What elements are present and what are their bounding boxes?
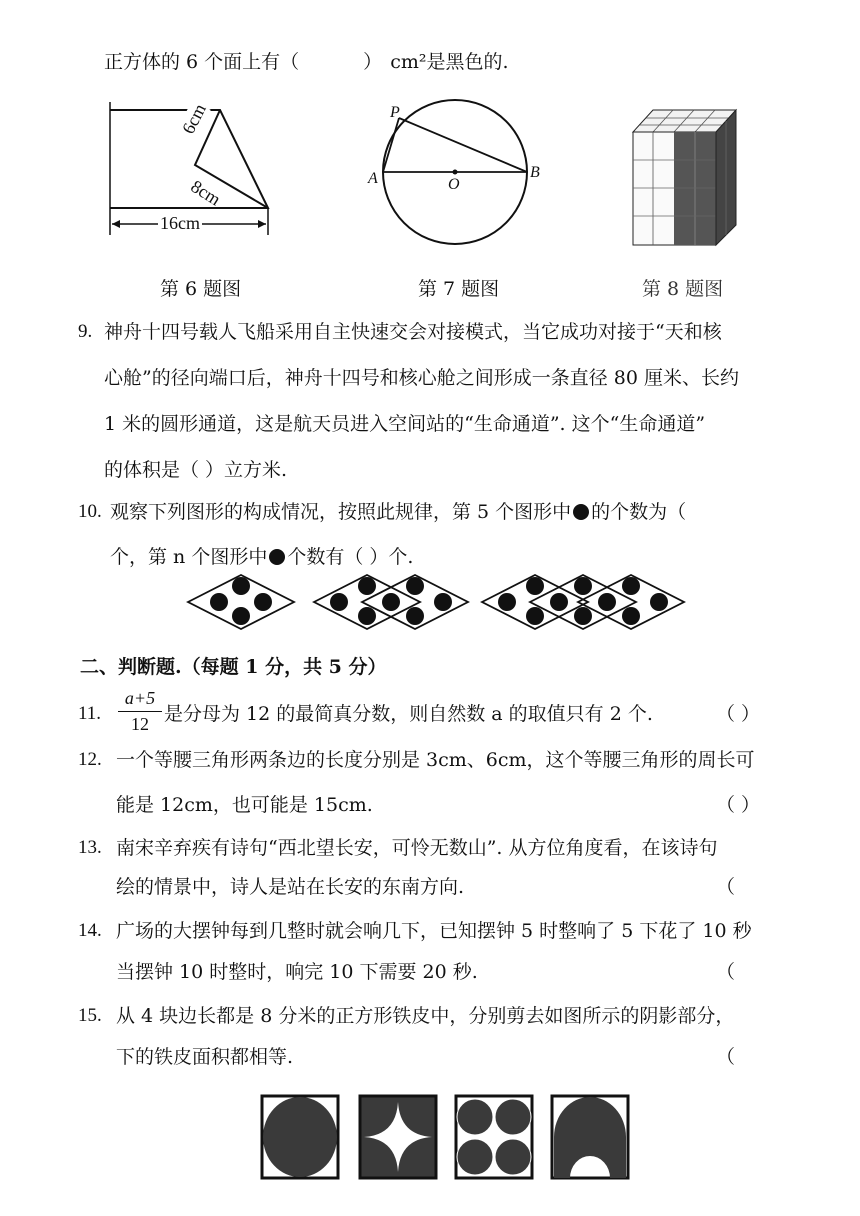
q10-line2b: 个数有（ ）个. [287, 546, 414, 568]
q11-frac-numerator: a+5 [124, 688, 156, 708]
fig7-label-b: B [530, 164, 540, 181]
q9-line2: 心舱”的径向端口后，神舟十四号和核心舱之间形成一条直径 80 厘米、长约 [104, 367, 739, 389]
q15-line2: 下的铁皮面积都相等. [116, 1046, 294, 1068]
q15-shape-2-star [358, 1094, 438, 1180]
q15-shape-4-arch [550, 1094, 630, 1180]
q9-number: 9. [78, 321, 93, 342]
fig7-caption: 第 7 题图 [418, 278, 500, 300]
q11-paren[interactable]: （ ） [716, 703, 761, 725]
figure-8-cube [628, 100, 748, 250]
q8-tail-text: 正方体的 6 个面上有（ [104, 51, 300, 73]
q11-text: 是分母为 12 的最简真分数，则自然数 a 的取值只有 2 个. [164, 703, 653, 725]
q10-pattern-figure-2 [312, 572, 472, 632]
fig8-caption: 第 8 题图 [642, 278, 724, 300]
q12-number: 12. [78, 749, 102, 770]
q8-paren-close: ） [363, 51, 383, 73]
q14-paren[interactable]: （ [716, 961, 736, 983]
q10-number: 10. [78, 501, 102, 522]
black-dot-icon [269, 549, 285, 565]
q15-paren[interactable]: （ [716, 1046, 736, 1068]
q14-line1: 广场的大摆钟每到几整时就会响几下，已知摆钟 5 时整响了 5 下花了 10 秒 [116, 920, 752, 942]
q9-line3: 1 米的圆形通道，这是航天员进入空间站的“生命通道”. 这个“生命通道” [104, 413, 706, 435]
fig6-label-6cm: 6cm [178, 100, 210, 138]
q13-number: 13. [78, 837, 102, 858]
q12-line2: 能是 12cm，也可能是 15cm. [116, 794, 373, 816]
q15-shape-1-circle [260, 1094, 340, 1180]
q10-pattern-figure-1 [186, 572, 296, 632]
fig7-label-p: P [390, 104, 400, 121]
q15-number: 15. [78, 1005, 102, 1026]
q11-fraction [118, 688, 162, 735]
q10-line1 [110, 500, 686, 524]
q14-number: 14. [78, 920, 102, 941]
q13-paren[interactable]: （ [716, 876, 736, 898]
fig7-label-o: O [448, 176, 460, 193]
q8-tail [104, 50, 509, 74]
q14-line2: 当摆钟 10 时整时，响完 10 下需要 20 秒. [116, 961, 478, 983]
fig6-label-8cm: 8cm [187, 176, 225, 210]
q12-line1: 一个等腰三角形两条边的长度分别是 3cm、6cm，这个等腰三角形的周长可 [116, 749, 755, 771]
q15-line1: 从 4 块边长都是 8 分米的正方形铁皮中，分别剪去如图所示的阴影部分， [116, 1005, 735, 1027]
q10-line1b: 的个数为（ [591, 501, 687, 523]
fig6-label-16cm: 16cm [160, 213, 200, 233]
fig6-caption: 第 6 题图 [160, 278, 242, 300]
q13-line1: 南宋辛弃疾有诗句“西北望长安，可怜无数山”. 从方位角度看，在该诗句 [116, 837, 718, 859]
q10-pattern-figure-3 [480, 572, 690, 632]
q9-line1: 神舟十四号载人飞船采用自主快速交会对接模式，当它成功对接于“天和核 [104, 321, 722, 343]
q8-unit: cm²是黑色的. [390, 51, 509, 73]
q11-number: 11. [78, 703, 102, 724]
section-2-title: 二、判断题.（每题 1 分，共 5 分） [80, 656, 387, 678]
fig7-label-a: A [368, 170, 378, 187]
q15-shape-3-four-circles [454, 1094, 534, 1180]
q13-line2: 绘的情景中，诗人是站在长安的东南方向. [116, 876, 465, 898]
black-dot-icon [573, 504, 589, 520]
q11-frac-denominator: 12 [131, 714, 149, 734]
q10-line2a: 个，第 n 个图形中 [110, 546, 268, 568]
q10-line2 [110, 545, 413, 569]
q9-line4: 的体积是（ ）立方米. [104, 459, 288, 481]
q10-line1a: 观察下列图形的构成情况，按照此规律，第 5 个图形中 [110, 501, 572, 523]
q12-paren[interactable]: （ ） [716, 794, 761, 816]
